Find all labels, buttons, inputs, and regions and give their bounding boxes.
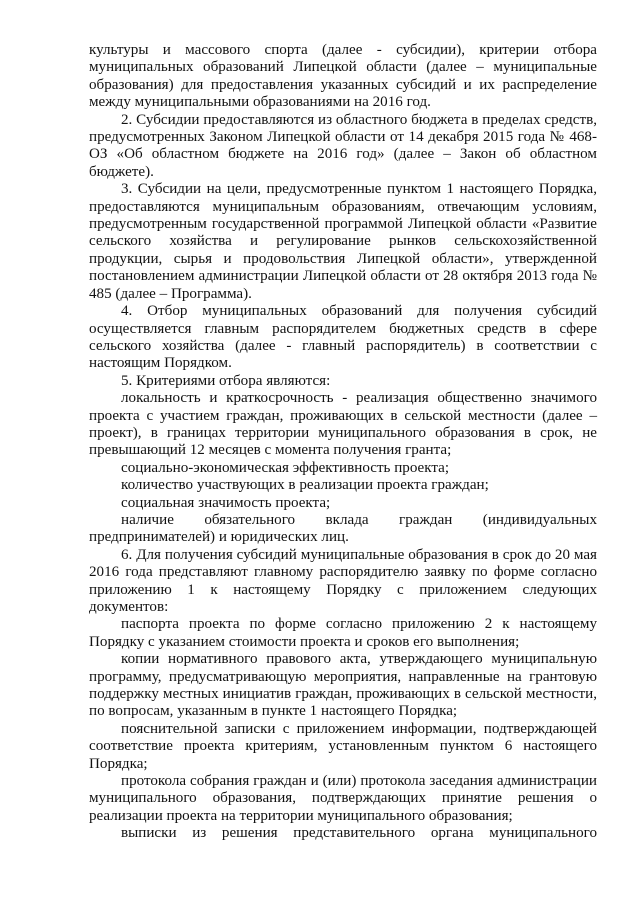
paragraph-4-selection: 4. Отбор муниципальных образований для получения субсидий осуществляется главным распорядителем бюджетных средств в сфере сельского хозяйства (далее - главный распорядитель) в соответствии с настоящим Порядком.	[89, 303, 597, 372]
paragraph-1-continuation: культуры и массового спорта (далее - субсидии), критерии отбора муниципальных образований Липецкой области (далее – муниципальные образования) для предоставления указанных субсидий и их распределение между муниципальными образованиями на 2016 год.	[89, 42, 597, 111]
criterion-significance: социальная значимость проекта;	[121, 494, 331, 511]
paragraph-6-application: 6. Для получения субсидий муниципальные образования в срок до 20 мая 2016 года представляют главному распорядителю заявку по форме согласно приложению 1 к настоящему Порядку с приложением следующих документов:	[89, 546, 597, 615]
criterion-locality: локальность и краткосрочность - реализация общественно значимого проекта с участием граждан, проживающих в сельской местности (далее – проект), в границах территории муниципального образования в срок, не превышающий 12 месяцев с момента получения гранта;	[89, 390, 597, 459]
document-item-extract: выписки из решения представительного органа муниципального	[121, 825, 597, 842]
document-item-protocol: протокола собрания граждан и (или) протокола заседания администрации муниципального образования, подтверждающих принятие решения о реализации проекта на территории муниципального образования;	[89, 773, 597, 824]
paragraph-2-funding-source: 2. Субсидии предоставляются из областного бюджета в пределах средств, предусмотренных Законом Липецкой области от 14 декабря 2015 года № 468-ОЗ «Об областном бюджете на 2016 год» (далее – Закон об областном бюджете).	[89, 111, 597, 180]
document-item-explanatory-note: пояснительной записки с приложением информации, подтверждающей соответствие проекта критериям, установленным пунктом 6 настоящего Порядка;	[89, 720, 597, 772]
paragraph-3-eligibility: 3. Субсидии на цели, предусмотренные пунктом 1 настоящего Порядка, предоставляются муниципальным образованиям, отвечающим условиям, предусмотренным государственной программой Липецкой области «Развитие сельского хозяйства и регулирование рынков сельскохозяйственной продукции, сырья и продовольствия Липецкой области», утвержденной постановлением администрации Липецкой области от 28 октября 2013 года № 485 (далее – Программа).	[89, 181, 597, 302]
paragraph-5-criteria-heading: 5. Критериями отбора являются:	[121, 372, 331, 389]
criterion-contribution: наличие обязательного вклада граждан (индивидуальных предпринимателей) и юридических лиц.	[89, 511, 597, 546]
document-item-passport: паспорта проекта по форме согласно приложению 2 к настоящему Порядку с указанием стоимости проекта и сроков его выполнения;	[89, 616, 597, 650]
document-item-legal-act: копии нормативного правового акта, утверждающего муниципальную программу, предусматривающую мероприятия, направленные на грантовую поддержку местных инициатив граждан, проживающих в сельской местности, по вопросам, указанным в пункте 1 настоящего Порядка;	[89, 651, 597, 720]
criterion-participants: количество участвующих в реализации проекта граждан;	[121, 477, 489, 494]
criterion-efficiency: социально-экономическая эффективность проекта;	[121, 459, 450, 476]
